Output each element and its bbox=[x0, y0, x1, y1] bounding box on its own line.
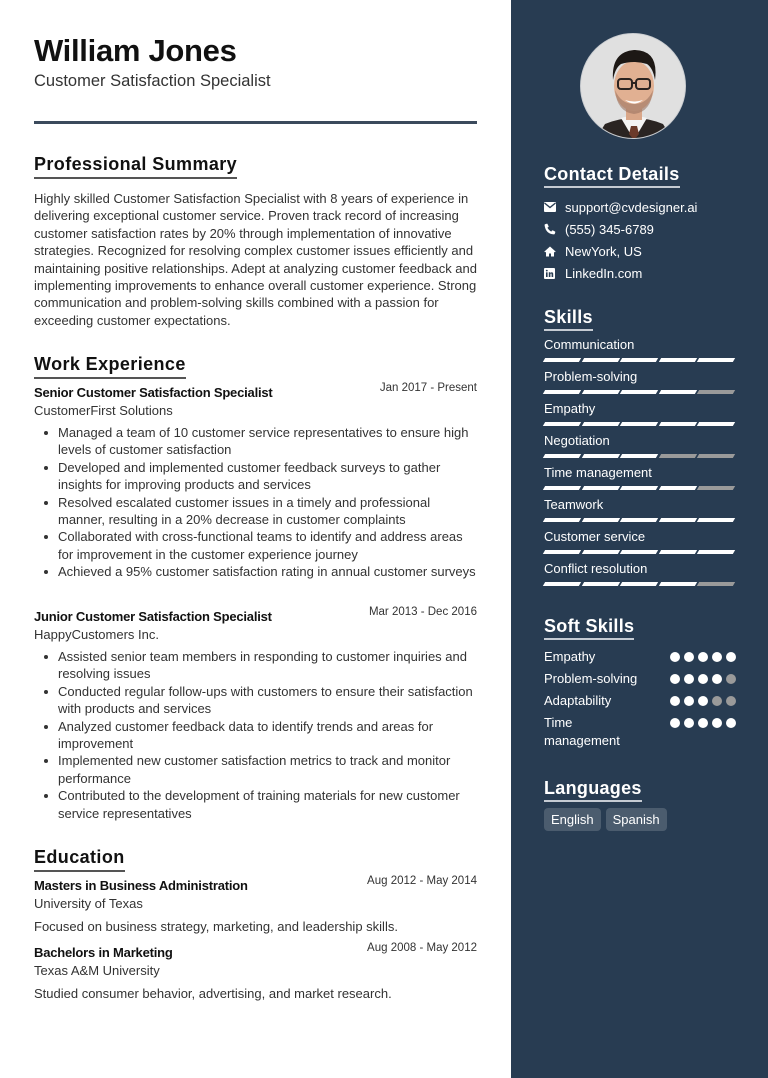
soft-skill-name: Time management bbox=[544, 715, 620, 748]
skill-segment-filled bbox=[581, 454, 619, 458]
job-company: CustomerFirst Solutions bbox=[34, 403, 173, 418]
contact-list bbox=[544, 196, 697, 284]
skill-segment-filled bbox=[620, 390, 658, 394]
education-description: Focused on business strategy, marketing, and leadership skills. bbox=[34, 919, 398, 934]
profile-photo bbox=[580, 33, 686, 139]
skill-segment-filled bbox=[659, 550, 697, 554]
skill-item bbox=[544, 496, 734, 528]
degree: Masters in Business Administration bbox=[34, 878, 248, 893]
section-title-summary: Professional Summary bbox=[34, 153, 237, 179]
soft-skill-item bbox=[544, 668, 736, 690]
job-bullet: Resolved escalated customer issues in a timely and professional manner, resulting in a 20% decrease in customer complaints bbox=[34, 494, 477, 529]
skill-segment-filled bbox=[659, 518, 697, 522]
skill-segment-filled bbox=[581, 582, 619, 586]
section-title-experience: Work Experience bbox=[34, 353, 186, 379]
skill-item bbox=[544, 528, 734, 560]
skill-segment-filled bbox=[620, 550, 658, 554]
candidate-name: William Jones bbox=[34, 33, 237, 68]
rating-dot-empty bbox=[712, 696, 722, 706]
skill-level-bar bbox=[544, 422, 734, 426]
job-role: Junior Customer Satisfaction Specialist bbox=[34, 609, 272, 624]
skill-item bbox=[544, 336, 734, 368]
skill-segment-filled bbox=[620, 518, 658, 522]
soft-skill-rating bbox=[670, 712, 736, 728]
skill-segment-filled bbox=[543, 582, 581, 586]
skill-segment-empty bbox=[697, 582, 735, 586]
education-dates: Aug 2008 - May 2012 bbox=[367, 942, 477, 954]
job-bullets bbox=[34, 424, 477, 581]
contact-phone-text: (555) 345-6789 bbox=[565, 221, 654, 237]
rating-dot-filled bbox=[712, 718, 722, 728]
skill-segment-empty bbox=[697, 454, 735, 458]
section-title-contact: Contact Details bbox=[544, 163, 680, 188]
skill-name: Negotiation bbox=[544, 433, 610, 448]
school: Texas A&M University bbox=[34, 963, 160, 978]
skill-segment-filled bbox=[581, 358, 619, 362]
soft-skill-rating bbox=[670, 668, 736, 684]
education-entry bbox=[34, 944, 477, 1003]
section-title-soft-skills: Soft Skills bbox=[544, 615, 634, 640]
skill-level-bar bbox=[544, 358, 734, 362]
education-entry bbox=[34, 877, 477, 936]
contact-email[interactable] bbox=[544, 196, 697, 218]
skill-segment-filled bbox=[659, 390, 697, 394]
job-role: Senior Customer Satisfaction Specialist bbox=[34, 385, 273, 400]
language-tag: Spanish bbox=[606, 808, 667, 831]
skill-level-bar bbox=[544, 454, 734, 458]
language-tag: English bbox=[544, 808, 601, 831]
degree: Bachelors in Marketing bbox=[34, 945, 173, 960]
skill-segment-filled bbox=[620, 486, 658, 490]
soft-skill-name: Empathy bbox=[544, 649, 596, 664]
skill-segment-filled bbox=[543, 422, 581, 426]
contact-phone[interactable] bbox=[544, 218, 697, 240]
skill-segment-filled bbox=[543, 550, 581, 554]
job-bullet: Assisted senior team members in responding to customer inquiries and resolving issues bbox=[34, 648, 477, 683]
job-bullet: Achieved a 95% customer satisfaction rating in annual customer surveys bbox=[34, 563, 477, 580]
header-divider bbox=[34, 121, 477, 124]
summary-text: Highly skilled Customer Satisfaction Specialist with 8 years of experience in delivering exceptional customer service. Proven track record of increasing customer satisfaction rates by 20% through implementation of innovative strategies. Recognized for resolving complex customer issues efficiently and maintaining positive relationships. Adept at analyzing customer feedback and implementing improvements to enhance overall customer experience. Strong communication and problem-solving skills combined with a passion for exceeding customer expectations. bbox=[34, 191, 477, 328]
skill-segment-filled bbox=[659, 422, 697, 426]
job-bullet: Contributed to the development of training materials for new customer service representatives bbox=[34, 787, 477, 822]
rating-dot-filled bbox=[670, 674, 680, 684]
rating-dot-filled bbox=[726, 652, 736, 662]
job-bullet: Collaborated with cross-functional teams to identify and address areas for improvement in the customer experience journey bbox=[34, 528, 477, 563]
job-dates: Mar 2013 - Dec 2016 bbox=[368, 606, 477, 618]
skill-item bbox=[544, 432, 734, 464]
skill-name: Communication bbox=[544, 337, 635, 352]
soft-skill-name: Problem-solving bbox=[544, 671, 638, 686]
skill-segment-filled bbox=[659, 582, 697, 586]
rating-dot-filled bbox=[684, 674, 694, 684]
soft-skill-rating bbox=[670, 646, 736, 662]
rating-dot-filled bbox=[698, 718, 708, 728]
rating-dot-filled bbox=[698, 674, 708, 684]
school: University of Texas bbox=[34, 896, 143, 911]
contact-linkedin-text: LinkedIn.com bbox=[565, 265, 643, 281]
soft-skills-list bbox=[544, 646, 736, 750]
job-entry bbox=[34, 608, 477, 822]
skill-segment-filled bbox=[620, 454, 658, 458]
rating-dot-filled bbox=[670, 696, 680, 706]
home-icon bbox=[544, 244, 565, 258]
skill-segment-filled bbox=[697, 358, 735, 362]
person-portrait-icon bbox=[581, 34, 686, 139]
skill-segment-filled bbox=[581, 390, 619, 394]
skill-segment-filled bbox=[697, 550, 735, 554]
job-bullet: Analyzed customer feedback data to identify trends and areas for improvement bbox=[34, 718, 477, 753]
skills-list bbox=[544, 336, 734, 592]
rating-dot-filled bbox=[698, 696, 708, 706]
job-bullet: Implemented new customer satisfaction metrics to track and monitor performance bbox=[34, 752, 477, 787]
skill-segment-filled bbox=[581, 422, 619, 426]
skill-segment-filled bbox=[581, 486, 619, 490]
skill-segment-filled bbox=[697, 422, 735, 426]
skill-item bbox=[544, 464, 734, 496]
education-description: Studied consumer behavior, advertising, and market research. bbox=[34, 986, 392, 1001]
skill-item bbox=[544, 368, 734, 400]
job-company: HappyCustomers Inc. bbox=[34, 627, 159, 642]
skill-name: Problem-solving bbox=[544, 369, 638, 384]
rating-dot-empty bbox=[726, 696, 736, 706]
skill-level-bar bbox=[544, 486, 734, 490]
skill-segment-filled bbox=[620, 358, 658, 362]
rating-dot-filled bbox=[698, 652, 708, 662]
job-bullets bbox=[34, 648, 477, 822]
envelope-icon bbox=[544, 200, 565, 214]
skill-segment-empty bbox=[697, 486, 735, 490]
skill-name: Teamwork bbox=[544, 497, 604, 512]
job-entry bbox=[34, 384, 477, 581]
skill-level-bar bbox=[544, 390, 734, 394]
skill-segment-filled bbox=[697, 518, 735, 522]
job-dates: Jan 2017 - Present bbox=[379, 382, 477, 394]
skill-item bbox=[544, 560, 734, 592]
phone-icon bbox=[544, 222, 565, 236]
section-title-languages: Languages bbox=[544, 777, 642, 802]
soft-skill-name: Adaptability bbox=[544, 693, 612, 708]
skill-level-bar bbox=[544, 518, 734, 522]
skill-name: Empathy bbox=[544, 401, 596, 416]
skill-name: Customer service bbox=[544, 529, 646, 544]
job-bullet: Conducted regular follow-ups with customers to ensure their satisfaction with products and services bbox=[34, 683, 477, 718]
skill-segment-empty bbox=[697, 390, 735, 394]
skill-segment-filled bbox=[543, 518, 581, 522]
job-bullet: Developed and implemented customer feedback surveys to gather insights for improving products and services bbox=[34, 459, 477, 494]
soft-skill-rating bbox=[670, 690, 736, 706]
skill-segment-filled bbox=[659, 358, 697, 362]
skill-segment-filled bbox=[581, 550, 619, 554]
contact-linkedin[interactable] bbox=[544, 262, 697, 284]
skill-segment-empty bbox=[659, 454, 697, 458]
education-dates: Aug 2012 - May 2014 bbox=[367, 875, 477, 887]
skill-segment-filled bbox=[620, 582, 658, 586]
skill-segment-filled bbox=[543, 454, 581, 458]
rating-dot-filled bbox=[684, 652, 694, 662]
candidate-title: Customer Satisfaction Specialist bbox=[34, 72, 271, 90]
rating-dot-filled bbox=[726, 718, 736, 728]
section-title-education: Education bbox=[34, 846, 125, 872]
sidebar bbox=[511, 0, 768, 1078]
rating-dot-filled bbox=[670, 652, 680, 662]
contact-location-text: NewYork, US bbox=[565, 243, 642, 259]
contact-email-text: support@cvdesigner.ai bbox=[565, 199, 698, 215]
rating-dot-filled bbox=[712, 674, 722, 684]
rating-dot-filled bbox=[684, 718, 694, 728]
rating-dot-empty bbox=[726, 674, 736, 684]
skill-segment-filled bbox=[581, 518, 619, 522]
rating-dot-filled bbox=[684, 696, 694, 706]
languages-list bbox=[544, 808, 667, 831]
skill-segment-filled bbox=[659, 486, 697, 490]
soft-skill-item bbox=[544, 712, 736, 750]
job-bullet: Managed a team of 10 customer service representatives to ensure high levels of customer satisfaction bbox=[34, 424, 477, 459]
skill-level-bar bbox=[544, 582, 734, 586]
soft-skill-item bbox=[544, 646, 736, 668]
skill-segment-filled bbox=[620, 422, 658, 426]
skill-segment-filled bbox=[543, 486, 581, 490]
skill-name: Time management bbox=[544, 465, 652, 480]
rating-dot-filled bbox=[670, 718, 680, 728]
skill-level-bar bbox=[544, 550, 734, 554]
soft-skill-item bbox=[544, 690, 736, 712]
skill-segment-filled bbox=[543, 390, 581, 394]
section-title-skills: Skills bbox=[544, 306, 593, 331]
rating-dot-filled bbox=[712, 652, 722, 662]
linkedin-icon bbox=[544, 266, 565, 280]
skill-item bbox=[544, 400, 734, 432]
contact-location bbox=[544, 240, 697, 262]
skill-segment-filled bbox=[543, 358, 581, 362]
skill-name: Conflict resolution bbox=[544, 561, 648, 576]
